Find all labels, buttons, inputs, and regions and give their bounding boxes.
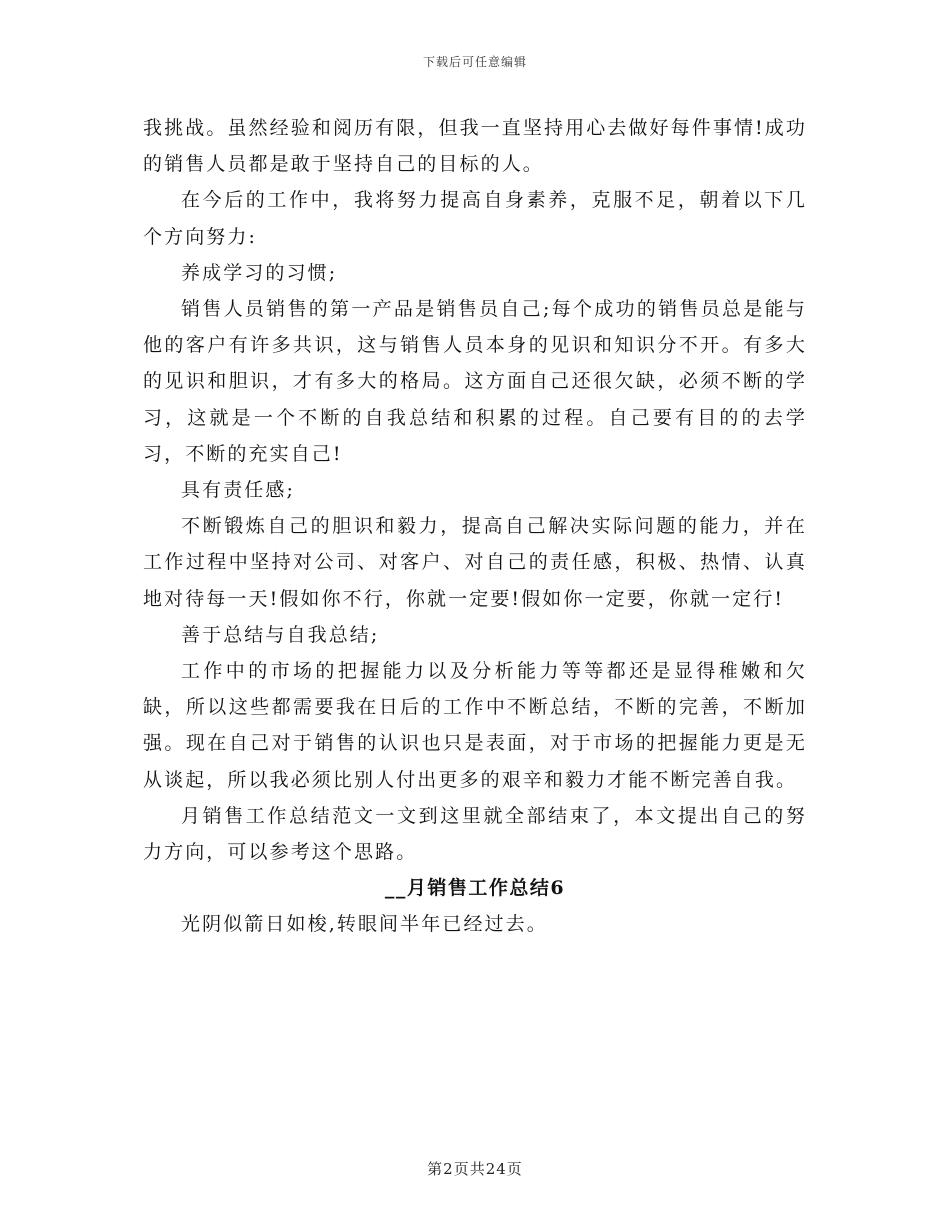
page-header: 下载后可任意编辑 bbox=[422, 55, 527, 69]
subheading-responsibility: 具有责任感; bbox=[181, 479, 296, 502]
document-body bbox=[143, 110, 807, 943]
subheading-summary: 善于总结与自我总结; bbox=[181, 623, 380, 646]
subheading-learning: 养成学习的习惯; bbox=[181, 261, 338, 284]
paragraph: 在今后的工作中，我将努力提高自身素养，克服不足，朝着以下几个方向努力: bbox=[143, 189, 807, 248]
section-heading: __月销售工作总结6 bbox=[384, 877, 566, 900]
paragraph: 月销售工作总结范文一文到这里就全部结束了，本文提出自己的努力方向，可以参考这个思路。 bbox=[143, 804, 807, 864]
paragraph: 工作中的市场的把握能力以及分析能力等等都还是显得稚嫩和欠缺，所以这些都需要我在日后的工作中不断总结，不断的完善，不断加强。现在自己对于销售的认识也只是表面，对于市场的把握能力更是无从谈起，所以我必须比别人付出更多的艰辛和毅力才能不断完善自我。 bbox=[143, 660, 807, 791]
paragraph: 销售人员销售的第一产品是销售员自己;每个成功的销售员总是能与他的客户有许多共识，这与销售人员本身的见识和知识分不开。有多大的见识和胆识，才有多大的格局。这方面自己还很欠缺，必须不断的学习，这就是一个不断的自我总结和积累的过程。自己要有目的的去学习，不断的充实自己! bbox=[143, 298, 807, 465]
paragraph-continuation: 我挑战。虽然经验和阅历有限，但我一直坚持用心去做好每件事情!成功的销售人员都是敢于坚持自己的目标的人。 bbox=[143, 117, 807, 176]
paragraph: 不断锻炼自己的胆识和毅力，提高自己解决实际问题的能力，并在工作过程中坚持对公司、对客户、对自己的责任感，积极、热情、认真地对待每一天!假如你不行，你就一定要!假如你一定要，你就一定行! bbox=[143, 515, 807, 610]
page-number: 第2页共24页 bbox=[427, 1160, 523, 1178]
paragraph: 光阴似箭日如梭,转眼间半年已经过去。 bbox=[181, 913, 548, 936]
